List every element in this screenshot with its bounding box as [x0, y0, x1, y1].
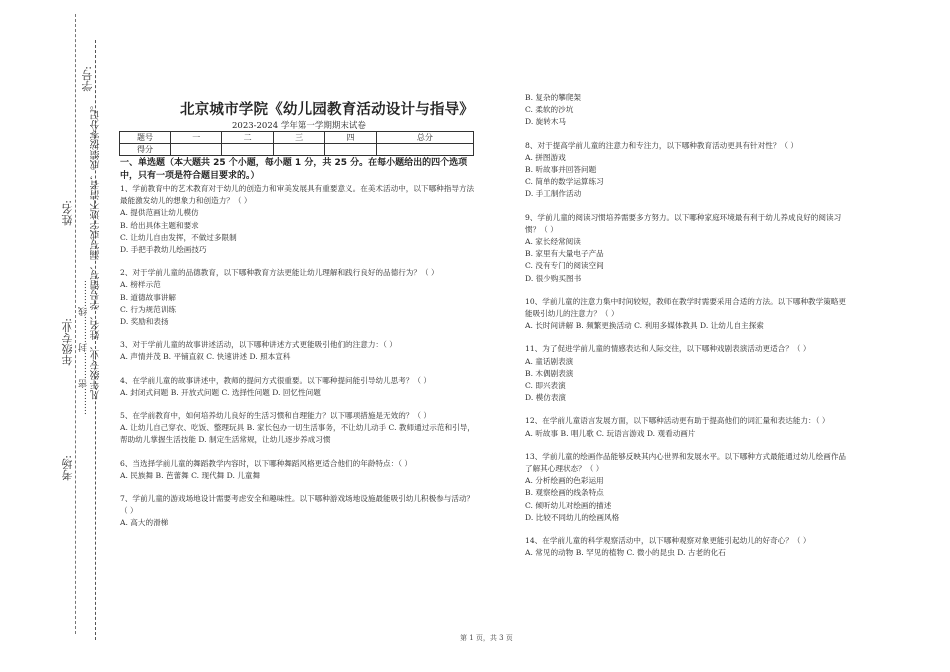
question-9	[525, 212, 850, 285]
score-header-cell: 一	[171, 132, 222, 144]
right-column	[525, 92, 850, 560]
grade-major-label: 年级专业:	[61, 318, 74, 366]
question-8	[525, 140, 850, 201]
option-d: D. 模仿表演	[525, 393, 567, 403]
option-b: B. 复杂的攀爬架	[525, 93, 581, 102]
score-cell[interactable]	[273, 144, 324, 156]
question-14	[525, 535, 850, 559]
score-table-score-row	[120, 144, 474, 156]
question-options: A. 让幼儿自己穿衣、吃饭、整理玩具 B. 家长包办一切生活事务，不让幼儿动手 C. 教师通过示范和引导，帮助幼儿掌握生活技能 D. 制定生活常规，让幼儿逐步养成习惯	[120, 423, 475, 445]
question-1	[120, 183, 480, 256]
option-c: C. 行为规范训练	[120, 304, 176, 314]
question-4	[120, 375, 480, 399]
question-stem: 14、在学前儿童的科学观察活动中，以下哪种观察对象更能引起幼儿的好奇心？（ ）	[525, 536, 811, 546]
exam-title: 北京城市学院《幼儿园教育活动设计与指导》	[180, 102, 474, 118]
score-cell[interactable]	[376, 144, 473, 156]
question-options: A. 民族舞 B. 芭蕾舞 C. 现代舞 D. 儿童舞	[120, 470, 261, 480]
question-12	[525, 415, 850, 439]
page-number: 第 1 页，共 3 页	[460, 634, 513, 642]
question-2	[120, 267, 480, 328]
score-header-cell: 二	[222, 132, 273, 144]
option-c: C. 没有专门的阅读空间	[525, 261, 604, 271]
option-c: C. 简单的数学运算练习	[525, 177, 604, 187]
question-options: A. 封闭式问题 B. 开放式问题 C. 选择性问题 D. 回忆性问题	[120, 387, 321, 397]
option-b: B. 观察绘画的线条特点	[525, 488, 604, 498]
score-table	[119, 131, 474, 156]
left-column	[120, 183, 480, 530]
binding-notice: 凡年级专业、姓名、学号错写、漏写或字迹不清者，成绩按零分记。	[91, 100, 102, 400]
question-options: A. 长时间讲解 B. 频繁更换活动 C. 利用多媒体教具 D. 让幼儿自主探索	[525, 321, 764, 331]
question-options: A. 常见的动物 B. 罕见的植物 C. 微小的昆虫 D. 古老的化石	[525, 548, 726, 558]
score-cell[interactable]	[325, 144, 376, 156]
option-b: B. 家里有大量电子产品	[525, 249, 604, 259]
question-stem: 11、为了促进学前儿童的情感表达和人际交往，以下哪种戏剧表演活动更适合？（ ）	[525, 344, 811, 354]
exam-subtitle: 2023-2024 学年第一学期期末试卷	[232, 121, 366, 131]
question-stem: 13、学前儿童的绘画作品能够反映其内心世界和发展水平。以下哪种方式最能通过幼儿绘画作品了解其心理状态？（ ）	[525, 451, 847, 474]
question-7	[120, 493, 480, 530]
question-5	[120, 410, 480, 447]
question-stem: 9、学前儿童的阅读习惯培养需要多方努力。以下哪种家庭环境最有利于幼儿养成良好的阅读习惯？（ ）	[525, 212, 842, 234]
question-stem: 2、对于学前儿童的品德教育，以下哪种教育方法更能让幼儿理解和践行良好的品德行为？（ ）	[120, 268, 439, 278]
option-c: C. 让幼儿自由发挥，不做过多限制	[120, 232, 237, 242]
question-10	[525, 296, 850, 333]
cut-line-inner	[75, 14, 76, 634]
option-d: D. 手把手教幼儿绘画技巧	[120, 245, 207, 255]
question-stem: 5、在学前教育中，如何培养幼儿良好的生活习惯和自理能力？以下哪项措施是无效的？（ ）	[120, 411, 431, 421]
option-a: A. 榜样示范	[120, 280, 161, 290]
question-11	[525, 343, 850, 404]
seal-line-text: ………密………封………线………	[79, 280, 89, 415]
score-header-cell: 四	[325, 132, 376, 144]
score-cell[interactable]	[171, 144, 222, 156]
option-a: A. 童话剧表演	[525, 356, 574, 366]
question-3	[120, 339, 480, 363]
question-6	[120, 458, 480, 482]
student-id-label: 学号:	[81, 66, 94, 92]
section-heading: 一、单选题（本大题共 25 个小题，每小题 1 分，共 25 分。在每小题给出的四个选项中，只有一项是符合题目要求的。）	[120, 158, 468, 181]
option-d: D. 奖励和表扬	[120, 317, 169, 327]
name-label: 姓名:	[61, 200, 74, 226]
option-b: B. 听故事并回答问题	[525, 165, 597, 175]
score-row-label: 得分	[120, 144, 171, 156]
question-options: A. 听故事 B. 唱儿歌 C. 玩语言游戏 D. 观看动画片	[525, 428, 696, 438]
score-header-cell: 总分	[376, 132, 473, 144]
option-a: A. 拼图游戏	[525, 152, 566, 162]
score-header-cell: 三	[273, 132, 324, 144]
score-cell[interactable]	[222, 144, 273, 156]
option-b: B. 给出具体主题和要求	[120, 220, 199, 230]
option-d: D. 比较不同幼儿的绘画风格	[525, 512, 620, 522]
option-b: B. 道德故事讲解	[120, 292, 176, 302]
option-a: A. 分析绘画的色彩运用	[525, 476, 604, 486]
question-options: A. 声情并茂 B. 平铺直叙 C. 快速讲述 D. 照本宣科	[120, 352, 291, 362]
option-d: D. 手工制作活动	[525, 189, 582, 199]
option-c: C. 倾听幼儿对绘画的描述	[525, 500, 612, 510]
question-stem: 3、对于学前儿童的故事讲述活动，以下哪种讲述方式更能吸引他们的注意力：（ ）	[120, 340, 397, 350]
option-a: A. 家长经常阅读	[525, 237, 581, 247]
question-stem: 10、学前儿童的注意力集中时间较短，教师在教学时需要采用合适的方法。以下哪种教学策略更能吸引幼儿的注意力？（ ）	[525, 296, 847, 319]
option-c: C. 柔软的沙坑	[525, 105, 574, 115]
question-stem: 4、在学前儿童的故事讲述中，教师的提问方式很重要。以下哪种提问能引导幼儿思考？（ ）	[120, 375, 431, 385]
option-c: C. 即兴表演	[525, 381, 566, 391]
option-a: A. 高大的滑梯	[120, 518, 169, 528]
question-7-continued	[525, 92, 850, 129]
question-stem: 6、当选择学前儿童的舞蹈教学内容时，以下哪种舞蹈风格更适合他们的年龄特点：（ ）	[120, 458, 413, 468]
question-13	[525, 451, 850, 524]
exam-site-label: 考场:	[61, 455, 74, 481]
question-stem: 1、学前教育中的艺术教育对于幼儿的创造力和审美发展具有重要意义。在美术活动中，以下哪种指导方法最能激发幼儿的想象力和创造力？（ ）	[120, 184, 475, 206]
option-d: D. 旋转木马	[525, 117, 567, 127]
option-b: B. 木偶剧表演	[525, 368, 574, 378]
question-stem: 12、在学前儿童语言发展方面，以下哪种活动更有助于提高他们的词汇量和表达能力：（ ）	[525, 416, 830, 426]
question-stem: 8、对于提高学前儿童的注意力和专注力，以下哪种教育活动更具有针对性？（ ）	[525, 140, 799, 150]
score-header-cell: 题号	[120, 132, 171, 144]
option-a: A. 提供范画让幼儿模仿	[120, 208, 199, 218]
question-stem: 7、学前儿童的游戏场地设计需要考虑安全和趣味性。以下哪种游戏场地设施最能吸引幼儿积极参与活动？（ ）	[120, 494, 475, 516]
score-table-header-row	[120, 132, 474, 144]
option-d: D. 很少购买图书	[525, 273, 582, 283]
